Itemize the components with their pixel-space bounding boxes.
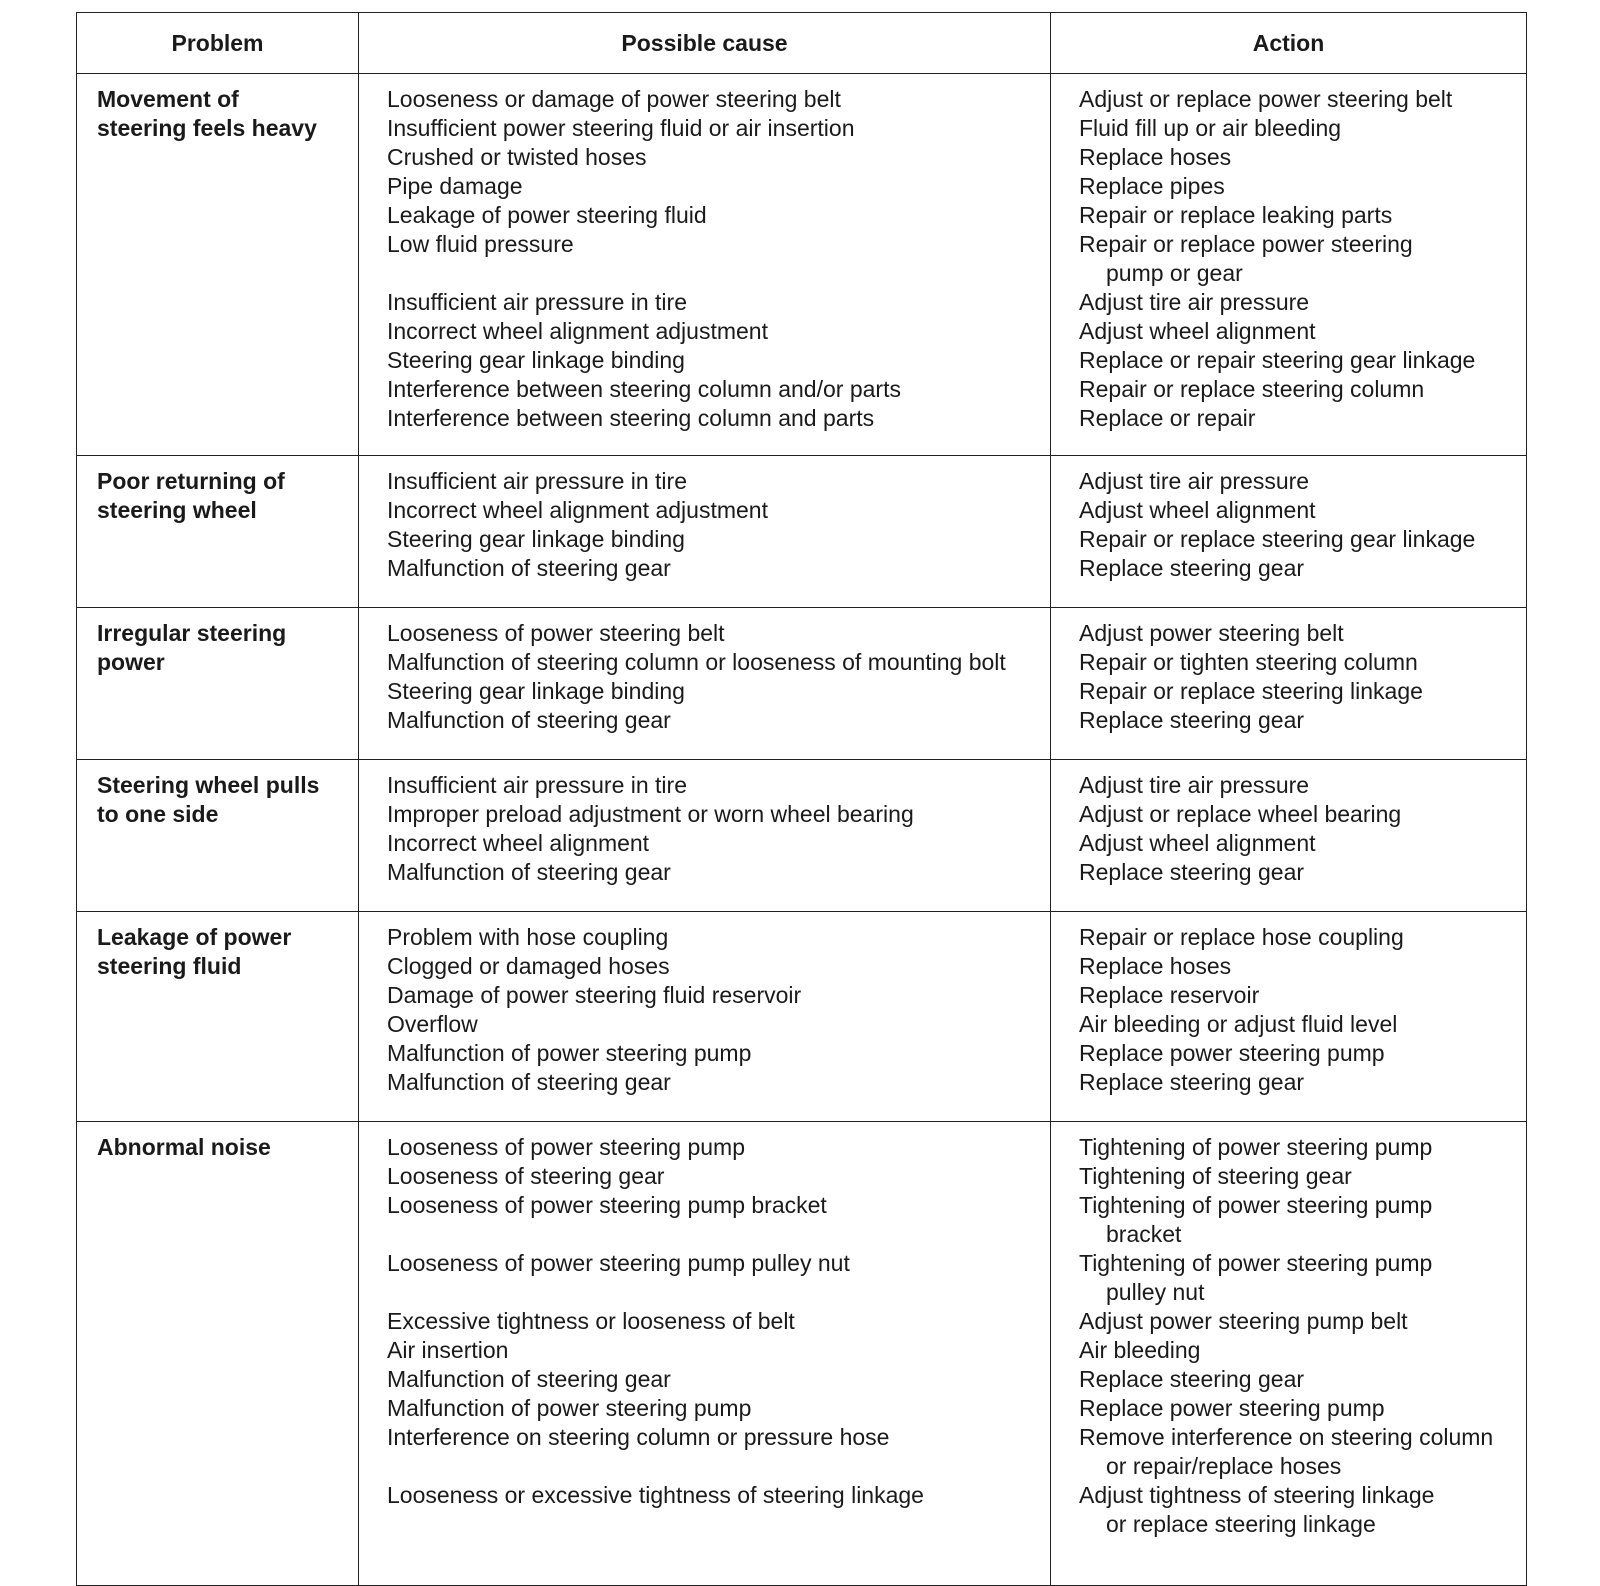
action-line: Tightening of power steering pump — [1079, 1250, 1433, 1276]
possible-cause-cell — [359, 1122, 1051, 1586]
cause-line: Looseness of steering gear — [387, 1163, 665, 1189]
cause-line: Steering gear linkage binding — [387, 347, 685, 373]
troubleshooting-page — [76, 12, 1526, 1586]
cause-line: Steering gear linkage binding — [387, 526, 685, 552]
table-row — [77, 608, 1527, 760]
cause-line: Malfunction of power steering pump — [387, 1040, 752, 1066]
cause-line: Malfunction of steering gear — [387, 555, 671, 581]
action-line: Replace steering gear — [1079, 1366, 1305, 1392]
cause-line: Looseness or damage of power steering belt — [387, 86, 841, 112]
cause-line: Malfunction of power steering pump — [387, 1395, 752, 1421]
action-cell — [1051, 456, 1527, 608]
cause-line: Improper preload adjustment or worn wheel bearing — [387, 801, 914, 827]
action-cell — [1051, 74, 1527, 456]
problem-line: Poor returning of — [97, 468, 285, 494]
possible-cause-cell — [359, 912, 1051, 1122]
action-line: Repair or replace steering gear linkage — [1079, 526, 1476, 552]
cause-line: Insufficient air pressure in tire — [387, 289, 687, 315]
header-possible-cause: Possible cause — [359, 13, 1051, 74]
cause-line: Insufficient power steering fluid or air insertion — [387, 115, 855, 141]
table-row — [77, 456, 1527, 608]
action-line: Replace hoses — [1079, 953, 1232, 979]
possible-cause-cell — [359, 608, 1051, 760]
problem-line: Movement of — [97, 86, 239, 112]
cause-line: Looseness of power steering belt — [387, 620, 725, 646]
table-row — [77, 1122, 1527, 1586]
cause-line: Pipe damage — [387, 173, 523, 199]
action-line: Tightening of power steering pump — [1079, 1192, 1433, 1218]
action-line: or replace steering linkage — [1106, 1511, 1376, 1537]
cause-line: Steering gear linkage binding — [387, 678, 685, 704]
action-line: Replace steering gear — [1079, 707, 1305, 733]
cause-line: Low fluid pressure — [387, 231, 574, 257]
cause-line: Interference on steering column or pressure hose — [387, 1424, 890, 1450]
action-line: Fluid fill up or air bleeding — [1079, 115, 1342, 141]
cause-line — [387, 1220, 1044, 1249]
possible-cause-cell — [359, 760, 1051, 912]
action-line: Adjust tire air pressure — [1079, 289, 1310, 315]
problem-cell — [77, 760, 359, 912]
cause-line: Incorrect wheel alignment — [387, 830, 650, 856]
table-row — [77, 760, 1527, 912]
cause-line: Malfunction of steering column or looseness of mounting bolt — [387, 649, 1006, 675]
action-line: Air bleeding — [1079, 1337, 1201, 1363]
possible-cause-cell — [359, 74, 1051, 456]
problem-line: to one side — [97, 801, 219, 827]
cause-line: Looseness or excessive tightness of steering linkage — [387, 1482, 924, 1508]
table-row — [77, 912, 1527, 1122]
header-row — [77, 13, 1527, 74]
action-line: Replace power steering pump — [1079, 1395, 1385, 1421]
cause-line: Malfunction of steering gear — [387, 1366, 671, 1392]
problem-line: Steering wheel pulls — [97, 772, 320, 798]
action-line: or repair/replace hoses — [1106, 1453, 1342, 1479]
cause-line: Incorrect wheel alignment adjustment — [387, 497, 768, 523]
table-row — [77, 74, 1527, 456]
action-cell — [1051, 1122, 1527, 1586]
action-line: Repair or tighten steering column — [1079, 649, 1418, 675]
problem-cell — [77, 74, 359, 456]
cause-line: Looseness of power steering pump — [387, 1134, 745, 1160]
cause-line: Problem with hose coupling — [387, 924, 669, 950]
problem-line: power — [97, 649, 165, 675]
action-line: Adjust tightness of steering linkage — [1079, 1482, 1435, 1508]
header-action: Action — [1051, 13, 1527, 74]
problem-cell — [77, 1122, 359, 1586]
action-line: Replace or repair steering gear linkage — [1079, 347, 1476, 373]
action-line: Repair or replace steering linkage — [1079, 678, 1423, 704]
table-body — [77, 74, 1527, 1586]
possible-cause-cell — [359, 456, 1051, 608]
cause-line: Leakage of power steering fluid — [387, 202, 707, 228]
problem-line: Abnormal noise — [97, 1134, 271, 1160]
cause-line: Excessive tightness or looseness of belt — [387, 1308, 795, 1334]
action-line: bracket — [1106, 1221, 1182, 1247]
cause-line: Clogged or damaged hoses — [387, 953, 670, 979]
cause-line: Malfunction of steering gear — [387, 859, 671, 885]
cause-line: Malfunction of steering gear — [387, 1069, 671, 1095]
action-line: Adjust wheel alignment — [1079, 497, 1316, 523]
action-line: Adjust wheel alignment — [1079, 830, 1316, 856]
action-line: Replace or repair — [1079, 405, 1256, 431]
cause-line — [387, 259, 1044, 288]
action-line: Remove interference on steering column — [1079, 1424, 1494, 1450]
cause-line: Looseness of power steering pump bracket — [387, 1192, 827, 1218]
action-line: Replace power steering pump — [1079, 1040, 1385, 1066]
troubleshooting-table — [76, 12, 1527, 1586]
action-line: Adjust wheel alignment — [1079, 318, 1316, 344]
action-line: Replace steering gear — [1079, 859, 1305, 885]
table-header — [77, 13, 1527, 74]
cause-line: Interference between steering column and/or parts — [387, 376, 901, 402]
cause-line: Incorrect wheel alignment adjustment — [387, 318, 768, 344]
action-line: Repair or replace hose coupling — [1079, 924, 1404, 950]
cause-line: Overflow — [387, 1011, 478, 1037]
action-line: Repair or replace power steering — [1079, 231, 1413, 257]
problem-line: steering fluid — [97, 953, 242, 979]
action-line: Replace hoses — [1079, 144, 1232, 170]
problem-line: steering wheel — [97, 497, 257, 523]
cause-line: Looseness of power steering pump pulley nut — [387, 1250, 850, 1276]
action-line: pump or gear — [1106, 260, 1243, 286]
problem-cell — [77, 912, 359, 1122]
action-line: Tightening of steering gear — [1079, 1163, 1352, 1189]
action-line: Adjust or replace wheel bearing — [1079, 801, 1402, 827]
cause-line: Air insertion — [387, 1337, 509, 1363]
action-line: Repair or replace leaking parts — [1079, 202, 1393, 228]
action-line: pulley nut — [1106, 1279, 1205, 1305]
problem-line: Irregular steering — [97, 620, 287, 646]
problem-line: Leakage of power — [97, 924, 292, 950]
cause-line: Insufficient air pressure in tire — [387, 468, 687, 494]
header-problem: Problem — [77, 13, 359, 74]
action-line: Air bleeding or adjust fluid level — [1079, 1011, 1398, 1037]
cause-line — [387, 1278, 1044, 1307]
action-line: Repair or replace steering column — [1079, 376, 1425, 402]
action-line: Adjust tire air pressure — [1079, 468, 1310, 494]
cause-line: Insufficient air pressure in tire — [387, 772, 687, 798]
action-cell — [1051, 912, 1527, 1122]
cause-line: Damage of power steering fluid reservoir — [387, 982, 802, 1008]
action-line: Adjust power steering belt — [1079, 620, 1344, 646]
cause-line: Crushed or twisted hoses — [387, 144, 647, 170]
action-line: Tightening of power steering pump — [1079, 1134, 1433, 1160]
cause-line: Interference between steering column and parts — [387, 405, 875, 431]
problem-cell — [77, 608, 359, 760]
action-line: Adjust or replace power steering belt — [1079, 86, 1453, 112]
action-line: Replace steering gear — [1079, 555, 1305, 581]
action-line: Adjust tire air pressure — [1079, 772, 1310, 798]
action-line: Replace pipes — [1079, 173, 1225, 199]
problem-line: steering feels heavy — [97, 115, 317, 141]
action-line: Adjust power steering pump belt — [1079, 1308, 1408, 1334]
cause-line: Malfunction of steering gear — [387, 707, 671, 733]
problem-cell — [77, 456, 359, 608]
cause-line — [387, 1452, 1044, 1481]
action-line: Replace reservoir — [1079, 982, 1260, 1008]
action-cell — [1051, 608, 1527, 760]
action-line: Replace steering gear — [1079, 1069, 1305, 1095]
action-cell — [1051, 760, 1527, 912]
